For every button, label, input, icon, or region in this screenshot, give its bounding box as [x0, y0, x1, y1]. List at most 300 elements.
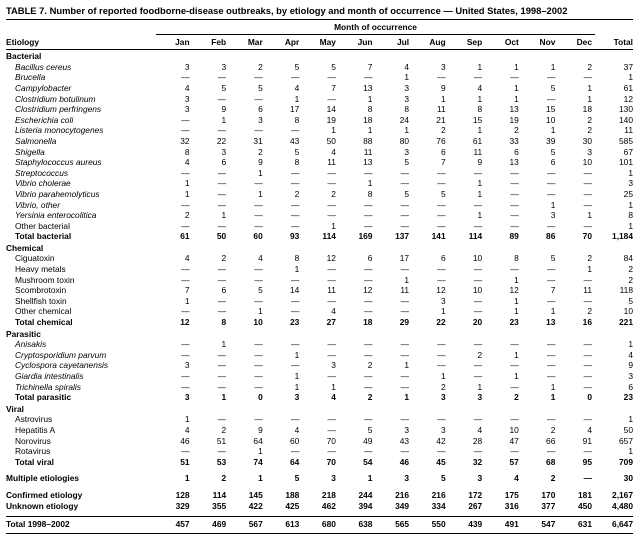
month-cell-nov: 7: [550, 285, 556, 296]
month-cell-sep: 1: [477, 210, 483, 221]
month-cell-aug: 12: [436, 285, 446, 296]
month-cell-mar: 5: [258, 285, 263, 296]
month-cell-dec: 450: [578, 500, 592, 511]
month-cell-mar: —: [254, 220, 263, 231]
month-cell-feb: 114: [212, 489, 227, 500]
month-cell-jun: 6: [367, 253, 373, 264]
row-total-cell: 30: [623, 473, 633, 484]
month-cell-apr: 64: [289, 456, 300, 467]
month-cell-feb: 8: [221, 317, 227, 328]
month-cell-sep: —: [473, 339, 483, 350]
table-row: [6, 50, 633, 62]
month-cell-mar: 9: [258, 424, 263, 435]
row-total-cell: 101: [619, 157, 633, 168]
month-cell-may: 3: [331, 473, 336, 484]
month-cell-mar: 2: [258, 61, 263, 72]
month-cell-may: —: [327, 414, 336, 425]
month-cell-oct: —: [510, 210, 519, 221]
month-cell-jan: 1: [184, 414, 190, 425]
month-cell-jan: —: [181, 371, 190, 381]
month-cell-jun: —: [364, 167, 373, 178]
table-row: [6, 457, 633, 468]
table-row: [6, 94, 633, 105]
month-cell-aug: 334: [431, 500, 446, 511]
row-label: Shellfish toxin: [15, 295, 67, 306]
month-cell-nov: 68: [546, 456, 556, 467]
month-cell-jun: —: [364, 339, 373, 350]
month-cell-mar: 145: [248, 489, 263, 500]
month-cell-may: —: [327, 339, 336, 350]
month-cell-oct: [485, 328, 522, 340]
month-cell-dec: —: [583, 167, 592, 178]
month-cell-sep: [449, 50, 486, 62]
month-cell-may: 3: [331, 360, 336, 371]
month-cell-aug: 7: [440, 157, 446, 168]
month-cell-apr: 2: [294, 188, 300, 199]
table-row: [6, 104, 633, 115]
row-label: Bacillus cereus: [15, 61, 72, 72]
month-cell-aug: [412, 50, 449, 62]
month-cell-jun: 2: [367, 392, 373, 403]
month-cell-aug: 11: [436, 104, 446, 115]
month-cell-apr: 4: [294, 82, 300, 93]
month-cell-may: [302, 328, 339, 340]
month-cell-feb: —: [217, 371, 227, 381]
month-cell-nov: —: [546, 360, 556, 371]
table-row: [6, 446, 633, 457]
month-cell-jun: 12: [363, 285, 373, 296]
month-cell-may: [302, 403, 339, 415]
month-cell-aug: —: [437, 414, 446, 425]
month-cell-may: —: [327, 371, 336, 381]
month-cell-sep: 114: [468, 231, 483, 242]
month-cell-apr: —: [290, 295, 300, 306]
month-cell-jan: 3: [184, 392, 190, 403]
column-header-feb: Feb: [193, 34, 230, 50]
month-cell-oct: —: [510, 381, 519, 392]
month-cell-dec: 70: [582, 231, 592, 242]
month-cell-nov: 2: [550, 473, 556, 484]
row-total-cell: 1: [628, 220, 633, 231]
month-cell-aug: 550: [412, 517, 449, 534]
row-total-cell: 2: [628, 264, 633, 275]
month-cell-feb: 6: [221, 157, 227, 168]
table-row: [6, 231, 633, 242]
month-cell-jan: —: [181, 125, 190, 136]
month-cell-jan: —: [181, 199, 190, 210]
month-cell-oct: [485, 242, 522, 254]
month-cell-oct: 23: [509, 317, 519, 328]
month-cell-jul: —: [400, 199, 410, 210]
table-row: [6, 275, 633, 286]
month-cell-sep: —: [473, 264, 483, 275]
month-cell-apr: [266, 403, 303, 415]
column-header-mar: Mar: [229, 34, 266, 50]
month-cell-mar: 1: [258, 306, 263, 317]
row-total-cell: 221: [619, 317, 633, 328]
row-label: Giardia intestinalis: [15, 371, 84, 381]
row-label: Shigella: [15, 146, 45, 157]
month-cell-nov: 170: [541, 489, 556, 500]
month-cell-nov: 15: [546, 104, 556, 115]
month-cell-jul: 4: [404, 61, 410, 72]
month-cell-mar: 1: [258, 167, 263, 178]
row-label: Anisakis: [15, 339, 47, 350]
month-cell-may: 4: [331, 146, 336, 157]
row-label: Streptococcus: [15, 167, 69, 178]
month-cell-mar: 0: [258, 392, 263, 403]
table-row: [6, 62, 633, 73]
month-cell-jul: —: [400, 371, 410, 381]
row-total-cell: 1: [628, 199, 633, 210]
group-header-spacer-right: [595, 20, 633, 34]
month-cell-jul: 1: [404, 392, 410, 403]
month-cell-may: 218: [321, 489, 336, 500]
month-cell-jan: —: [181, 220, 190, 231]
table-row: [6, 436, 633, 447]
month-cell-feb: [193, 50, 230, 62]
month-cell-oct: 2: [514, 392, 519, 403]
month-cell-mar: 5: [258, 82, 263, 93]
month-cell-jul: 43: [399, 435, 410, 446]
month-cell-apr: —: [290, 414, 300, 425]
month-cell-feb: [193, 403, 230, 415]
month-cell-nov: —: [546, 220, 556, 231]
month-cell-jun: —: [364, 220, 373, 231]
month-cell-nov: 5: [550, 82, 556, 93]
month-cell-jul: —: [400, 264, 410, 275]
month-cell-sep: 9: [477, 157, 483, 168]
month-cell-may: —: [327, 264, 336, 275]
month-cell-may: 27: [326, 317, 336, 328]
row-total-cell: 10: [623, 306, 633, 317]
row-label: Salmonella: [15, 135, 57, 146]
month-cell-jul: 17: [399, 253, 410, 264]
month-cell-jan: 3: [184, 61, 190, 72]
month-cell-nov: —: [546, 446, 556, 457]
month-cell-jan: 51: [180, 456, 190, 467]
row-total-cell: 50: [623, 424, 633, 435]
month-cell-apr: 3: [294, 392, 300, 403]
month-cell-sep: 4: [477, 82, 483, 93]
month-cell-mar: —: [254, 178, 263, 189]
row-total-cell: 2: [628, 274, 633, 285]
month-cell-nov: 1: [550, 392, 556, 403]
row-label: Escherichia coli: [15, 114, 74, 125]
month-cell-aug: —: [437, 349, 446, 360]
month-cell-aug: 3: [440, 392, 446, 403]
month-cell-nov: 1: [550, 199, 556, 210]
month-cell-jun: —: [364, 264, 373, 275]
row-label: Scombrotoxin: [15, 285, 67, 296]
month-cell-sep: —: [473, 72, 483, 83]
month-cell-jan: 4: [184, 82, 190, 93]
row-total-cell: 12: [623, 93, 633, 104]
month-cell-apr: —: [290, 360, 300, 371]
month-cell-jun: —: [364, 306, 373, 317]
month-cell-dec: —: [583, 360, 592, 371]
month-cell-nov: 547: [522, 517, 559, 534]
month-cell-may: 4: [331, 306, 336, 317]
month-cell-dec: 16: [582, 317, 592, 328]
month-cell-jul: —: [400, 295, 410, 306]
outbreaks-table: [6, 20, 633, 534]
month-cell-jul: —: [400, 446, 410, 457]
month-cell-aug: 5: [440, 473, 446, 484]
month-cell-apr: 8: [294, 157, 300, 168]
month-cell-jul: 349: [395, 500, 410, 511]
row-total-cell: 1: [628, 414, 633, 425]
month-cell-jul: 11: [400, 285, 410, 296]
month-cell-mar: 3: [258, 114, 263, 125]
month-cell-oct: 8: [514, 253, 519, 264]
month-cell-jan: 3: [184, 360, 190, 371]
month-cell-sep: 1: [477, 93, 483, 104]
month-cell-mar: 9: [258, 157, 263, 168]
month-cell-jul: 80: [399, 135, 410, 146]
month-cell-jun: 11: [363, 146, 373, 157]
month-cell-may: 50: [326, 135, 336, 146]
month-cell-jul: —: [400, 167, 410, 178]
month-cell-sep: 61: [472, 135, 483, 146]
month-cell-jun: 169: [358, 231, 373, 242]
month-cell-dec: [558, 328, 595, 340]
month-cell-jul: 1: [404, 125, 410, 136]
month-cell-aug: 3: [440, 61, 446, 72]
month-cell-jan: 46: [180, 435, 190, 446]
month-cell-sep: 28: [472, 435, 483, 446]
month-cell-sep: 8: [477, 104, 483, 115]
month-cell-nov: 10: [546, 114, 556, 125]
row-total-cell: [595, 50, 633, 62]
table-row: [6, 501, 633, 517]
row-label: Mushroom toxin: [15, 274, 75, 285]
month-cell-nov: 13: [546, 317, 556, 328]
month-cell-jan: [156, 242, 193, 254]
month-cell-aug: —: [437, 220, 446, 231]
row-total-cell: 25: [623, 188, 633, 199]
table-row: [6, 178, 633, 189]
month-cell-oct: —: [510, 178, 519, 189]
month-cell-oct: —: [510, 446, 519, 457]
month-cell-mar: —: [254, 414, 263, 425]
month-cell-apr: 4: [294, 424, 300, 435]
month-cell-jan: —: [181, 167, 190, 178]
table-row: [6, 242, 633, 254]
month-cell-jun: —: [364, 381, 373, 392]
month-cell-sep: —: [473, 446, 483, 457]
month-cell-jul: 137: [395, 231, 410, 242]
table-row: [6, 285, 633, 296]
month-cell-nov: 5: [550, 253, 556, 264]
month-cell-aug: —: [437, 167, 446, 178]
month-cell-sep: 1: [477, 125, 483, 136]
month-cell-jan: 1: [184, 473, 190, 484]
row-label: Other chemical: [15, 306, 72, 317]
month-cell-jun: —: [364, 210, 373, 221]
month-cell-jan: 3: [184, 93, 190, 104]
month-cell-feb: —: [217, 360, 227, 371]
month-cell-aug: 45: [436, 456, 446, 467]
month-cell-mar: [229, 403, 266, 415]
table-row: [6, 328, 633, 340]
month-cell-aug: 1: [440, 93, 446, 104]
month-cell-mar: [229, 50, 266, 62]
month-cell-oct: 6: [514, 146, 519, 157]
month-cell-may: 680: [302, 517, 339, 534]
month-cell-aug: —: [437, 178, 446, 189]
month-cell-oct: —: [510, 188, 519, 199]
month-cell-jan: 12: [180, 317, 190, 328]
month-cell-jan: [156, 50, 193, 62]
month-cell-sep: —: [473, 220, 483, 231]
row-total-cell: 1,184: [612, 231, 633, 242]
month-cell-nov: —: [546, 349, 556, 360]
month-cell-nov: 1: [550, 306, 556, 317]
month-cell-sep: —: [473, 295, 483, 306]
month-cell-jul: 3: [404, 146, 410, 157]
row-label: Total parasitic: [15, 392, 72, 403]
row-label: Cyclospora cayetanensis: [15, 360, 109, 371]
month-cell-jul: 3: [404, 93, 410, 104]
month-cell-oct: —: [510, 167, 519, 178]
table-row: [6, 157, 633, 168]
month-cell-jan: —: [181, 72, 190, 83]
month-cell-dec: —: [583, 295, 592, 306]
row-total-cell: 37: [623, 61, 633, 72]
month-cell-mar: —: [254, 125, 263, 136]
month-cell-apr: 5: [294, 61, 300, 72]
month-cell-dec: —: [583, 349, 592, 360]
column-header-oct: Oct: [485, 34, 522, 50]
row-total-cell: 67: [623, 146, 633, 157]
month-cell-oct: —: [510, 264, 519, 275]
month-cell-may: 19: [326, 114, 336, 125]
month-cell-apr: 8: [294, 114, 300, 125]
month-cell-apr: 93: [289, 231, 300, 242]
column-header-total: Total: [595, 34, 633, 50]
month-cell-may: 4: [331, 392, 336, 403]
month-cell-jun: 8: [367, 104, 373, 115]
month-cell-jun: —: [364, 446, 373, 457]
month-cell-may: —: [327, 72, 336, 83]
month-cell-jul: [375, 328, 412, 340]
month-cell-apr: 1: [294, 381, 300, 392]
month-cell-aug: —: [437, 72, 446, 83]
row-label: Parasitic: [6, 328, 41, 339]
month-cell-mar: 60: [253, 231, 263, 242]
row-total-cell: 5: [628, 295, 633, 306]
table-row: [6, 296, 633, 307]
row-total-cell: 11: [624, 125, 633, 136]
month-cell-jan: 61: [180, 231, 190, 242]
row-label: Vibrio, other: [15, 199, 61, 210]
month-cell-feb: —: [217, 446, 227, 457]
month-cell-oct: 1: [514, 274, 519, 285]
month-cell-aug: —: [437, 199, 446, 210]
month-cell-may: —: [327, 199, 336, 210]
month-cell-feb: [193, 242, 230, 254]
month-cell-may: 114: [322, 231, 336, 242]
row-label: Cryptosporidium parvum: [15, 349, 107, 360]
month-cell-may: —: [327, 210, 336, 221]
month-cell-oct: 13: [509, 104, 519, 115]
month-cell-jun: 8: [367, 188, 373, 199]
month-cell-apr: 1: [294, 371, 300, 381]
table-row: [6, 83, 633, 94]
month-cell-jun: [339, 50, 376, 62]
month-cell-apr: 613: [266, 517, 303, 534]
month-cell-jun: —: [364, 199, 373, 210]
month-cell-dec: —: [583, 178, 592, 189]
month-cell-apr: 1: [294, 264, 300, 275]
month-cell-jun: 54: [363, 456, 373, 467]
month-cell-aug: [412, 403, 449, 415]
month-cell-mar: 1: [258, 446, 263, 457]
row-label: Other bacterial: [15, 220, 70, 231]
row-total-cell: 1: [628, 446, 633, 457]
month-cell-feb: —: [217, 125, 227, 136]
month-cell-dec: —: [583, 220, 592, 231]
month-cell-may: —: [327, 446, 336, 457]
month-cell-feb: —: [217, 188, 227, 199]
month-cell-may: 1: [331, 220, 336, 231]
month-cell-aug: 6: [440, 146, 446, 157]
row-total-cell: 118: [619, 285, 633, 296]
month-cell-jun: 1: [367, 178, 373, 189]
month-cell-oct: 57: [509, 456, 519, 467]
column-header-jan: Jan: [156, 34, 193, 50]
month-cell-feb: —: [217, 93, 227, 104]
month-cell-dec: 11: [583, 285, 592, 296]
month-cell-oct: 89: [509, 231, 519, 242]
table-row: [6, 264, 633, 275]
month-cell-nov: 377: [541, 500, 556, 511]
month-cell-dec: —: [583, 371, 592, 381]
month-cell-jun: —: [364, 295, 373, 306]
month-cell-sep: 32: [472, 456, 483, 467]
month-cell-feb: 2: [221, 473, 227, 484]
month-cell-apr: 5: [294, 146, 300, 157]
row-total-cell: 709: [619, 456, 633, 467]
month-cell-feb: 22: [216, 135, 227, 146]
month-cell-jun: —: [364, 414, 373, 425]
month-cell-nov: [522, 403, 559, 415]
group-header-spacer-left: [6, 20, 156, 34]
row-label: Vibrio parahemolyticus: [15, 188, 100, 199]
month-cell-dec: 91: [582, 435, 592, 446]
column-header-nov: Nov: [522, 34, 559, 50]
month-cell-feb: —: [217, 414, 227, 425]
month-cell-oct: 4: [514, 473, 519, 484]
month-cell-dec: 2: [587, 125, 592, 136]
month-cell-dec: 1: [587, 82, 592, 93]
table-row: [6, 221, 633, 232]
table-row: [6, 371, 633, 382]
month-cell-nov: [522, 328, 559, 340]
month-cell-jul: 3: [404, 473, 410, 484]
month-cell-jan: 3: [184, 104, 190, 115]
month-cell-dec: —: [583, 339, 592, 350]
month-cell-dec: 3: [587, 146, 592, 157]
month-cell-jan: 1: [184, 178, 190, 189]
month-cell-feb: —: [217, 274, 227, 285]
month-cell-aug: —: [437, 446, 446, 457]
month-cell-nov: —: [546, 274, 556, 285]
month-cell-oct: 1: [514, 82, 519, 93]
month-cell-apr: 23: [289, 317, 300, 328]
month-cell-jun: —: [364, 274, 373, 285]
